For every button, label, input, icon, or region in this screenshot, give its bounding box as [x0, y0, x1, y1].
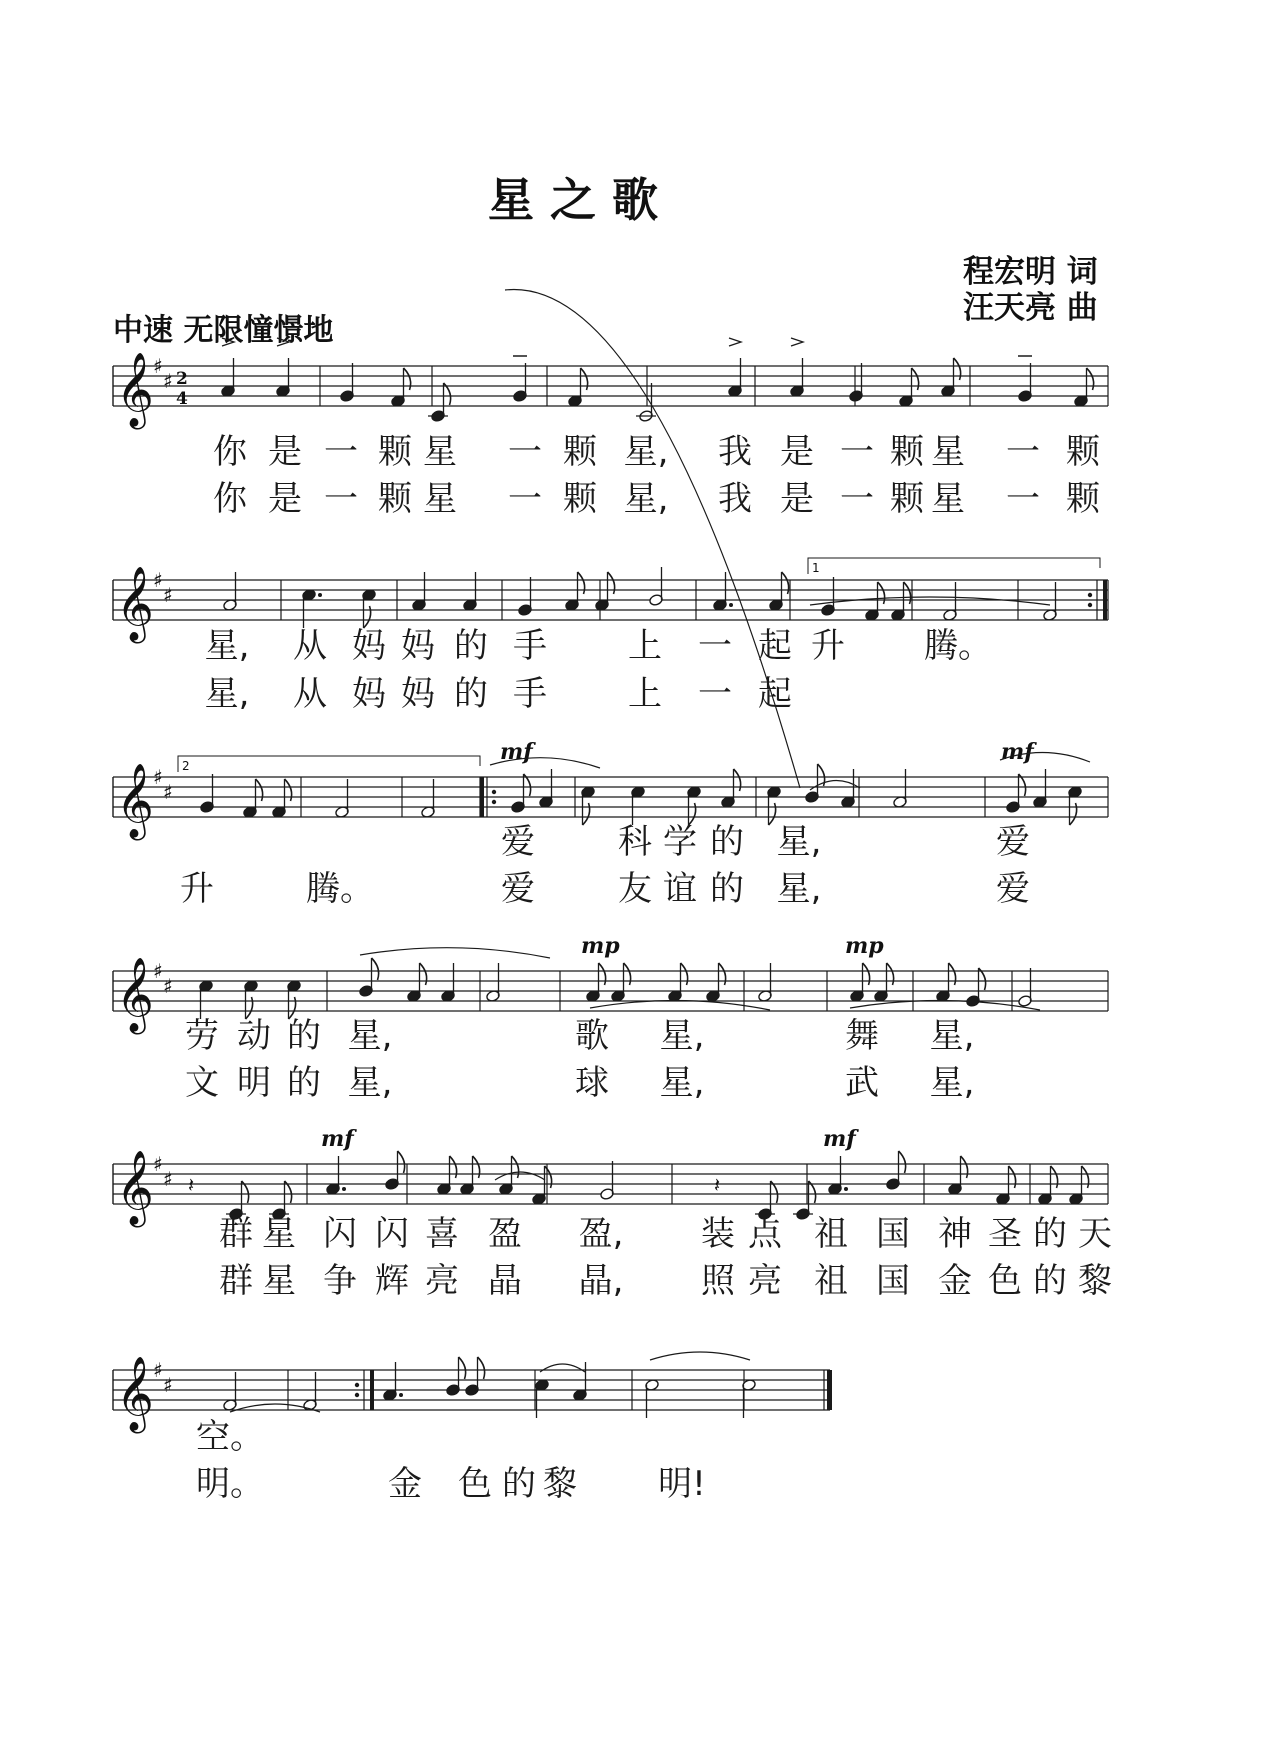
- lyric-syllable: 一: [324, 432, 358, 472]
- lyric-syllable: 上: [628, 674, 662, 714]
- lyric-syllable: 星,: [623, 479, 669, 519]
- lyric-syllable: 的: [1033, 1261, 1067, 1301]
- note-flag: [863, 963, 870, 985]
- sharp-icon: ♯: [153, 765, 163, 789]
- repeat-end-thick: [1103, 580, 1107, 620]
- lyric-syllable: 群: [219, 1261, 253, 1301]
- note-flag: [624, 963, 631, 985]
- treble-clef-icon: 𝄞: [116, 1357, 154, 1431]
- note-flag: [887, 963, 894, 985]
- lyric-syllable: 是: [268, 479, 302, 519]
- volta-label: 1: [812, 561, 820, 575]
- lyric-syllable: 一: [698, 674, 732, 714]
- lyric-syllable: 盈: [488, 1214, 522, 1254]
- lyric-syllable: 黎: [1078, 1261, 1112, 1301]
- lyric-syllable: 色: [458, 1464, 492, 1504]
- lyric-syllable: 辉: [375, 1261, 409, 1301]
- lyric-syllable: 颗: [563, 432, 597, 472]
- repeat-dot: [492, 790, 496, 794]
- note-flag: [1082, 1166, 1089, 1188]
- slur: [540, 1364, 585, 1372]
- lyric-syllable: 舞: [845, 1016, 879, 1056]
- lyric-syllable: 星,: [204, 674, 250, 714]
- dynamic-marking: mf: [321, 1126, 354, 1152]
- song-title: 星 之 歌: [488, 173, 659, 227]
- note-flag: [372, 958, 379, 980]
- lyric-syllable: 手: [513, 626, 547, 666]
- lyric-syllable: 的: [710, 822, 744, 862]
- lyric-syllable: 的: [454, 674, 488, 714]
- lyric-syllable: 爱: [996, 869, 1030, 909]
- time-signature-top: 2: [176, 369, 188, 389]
- lyric-syllable: 是: [780, 432, 814, 472]
- lyric-syllable: 明!: [658, 1464, 706, 1504]
- lyric-syllable: 起: [758, 626, 792, 666]
- note-flag: [912, 368, 919, 390]
- lyric-syllable: 星: [931, 479, 965, 519]
- sharp-icon: ♯: [163, 1167, 173, 1191]
- lyric-syllable: 金: [938, 1261, 972, 1301]
- lyric-syllable: 星,: [776, 869, 822, 909]
- lyric-syllable: 颗: [378, 479, 412, 519]
- slur: [495, 1172, 545, 1180]
- lyric-syllable: 国: [876, 1261, 910, 1301]
- sharp-icon: ♯: [163, 583, 173, 607]
- staff-system: [113, 1126, 1108, 1228]
- lyric-syllable: 点: [748, 1214, 782, 1254]
- lyric-syllable: 国: [876, 1214, 910, 1254]
- lyric-syllable: 一: [840, 432, 874, 472]
- lyric-syllable: 文: [185, 1063, 219, 1103]
- note-flag: [961, 1156, 968, 1178]
- lyric-syllable: 一: [324, 479, 358, 519]
- lyric-syllable: 装: [701, 1214, 735, 1254]
- repeat-dot: [1088, 603, 1092, 607]
- repeat-dot: [355, 1393, 359, 1397]
- time-signature-bottom: 4: [176, 389, 188, 409]
- sharp-icon: ♯: [153, 1358, 163, 1382]
- lyric-syllable: 妈: [352, 674, 386, 714]
- treble-clef-icon: 𝄞: [116, 567, 154, 641]
- note-flag: [904, 582, 911, 604]
- lyric-syllable: 明。: [196, 1464, 264, 1504]
- note-flag: [1051, 1166, 1058, 1188]
- lyric-syllable: 的: [454, 626, 488, 666]
- lyric-syllable: 腾。: [306, 869, 374, 909]
- lyric-syllable: 星: [423, 479, 457, 519]
- slur: [360, 948, 550, 958]
- lyric-syllable: 从: [293, 674, 327, 714]
- lyric-syllable: 友: [618, 869, 652, 909]
- lyric-syllable: 劳: [185, 1016, 219, 1056]
- note-flag: [512, 1156, 519, 1178]
- lyric-syllable: 腾。: [924, 626, 992, 666]
- accent-mark: [791, 338, 803, 346]
- lyric-syllable: 从: [293, 626, 327, 666]
- lyric-syllable: 你: [213, 432, 247, 472]
- lyric-syllable: 色: [988, 1261, 1022, 1301]
- note-flag: [404, 368, 411, 390]
- sharp-icon: ♯: [153, 959, 163, 983]
- augmentation-dot: [399, 1393, 403, 1397]
- dynamic-marking: mf: [500, 739, 533, 765]
- lyric-syllable: 黎: [543, 1464, 577, 1504]
- lyric-syllable: 是: [268, 432, 302, 472]
- composer-credit: 汪天亮 曲: [963, 290, 1098, 326]
- quarter-rest-icon: 𝄽: [188, 1173, 195, 1197]
- note-flag: [954, 358, 961, 380]
- lyric-syllable: 祖: [814, 1261, 848, 1301]
- lyric-syllable: 的: [287, 1063, 321, 1103]
- lyric-syllable: 我: [718, 479, 752, 519]
- lyric-syllable: 一: [1006, 479, 1040, 519]
- lyric-syllable: 星: [423, 432, 457, 472]
- lyric-syllable: 是: [780, 479, 814, 519]
- note-flag: [719, 963, 726, 985]
- note-flag: [581, 368, 588, 390]
- lyric-syllable: 亮: [748, 1261, 782, 1301]
- note-flag: [769, 803, 776, 825]
- note-flag: [899, 1151, 906, 1173]
- lyric-syllable: 颗: [890, 432, 924, 472]
- lyric-syllable: 爱: [996, 822, 1030, 862]
- lyric-syllable: 明: [237, 1063, 271, 1103]
- lyric-syllable: 星: [931, 432, 965, 472]
- note-flag: [420, 963, 427, 985]
- lyric-syllable: 亮: [425, 1261, 459, 1301]
- lyric-syllable: 武: [845, 1063, 879, 1103]
- lyric-syllable: 星,: [776, 822, 822, 862]
- slur: [650, 1352, 750, 1360]
- lyric-syllable: 群: [219, 1214, 253, 1254]
- lyric-syllable: 天: [1078, 1214, 1112, 1254]
- repeat-start-thick: [480, 777, 484, 817]
- volta-bracket: [808, 558, 1100, 574]
- lyric-syllable: 闪: [323, 1214, 357, 1254]
- dynamic-marking: mf: [823, 1126, 856, 1152]
- repeat-end-thick: [370, 1370, 374, 1410]
- note-flag: [545, 1166, 552, 1188]
- treble-clef-icon: 𝄞: [116, 958, 154, 1032]
- note-flag: [1009, 1166, 1016, 1188]
- lyric-syllable: 上: [628, 626, 662, 666]
- note-flag: [583, 803, 590, 825]
- sharp-icon: ♯: [163, 1373, 173, 1397]
- treble-clef-icon: 𝄞: [116, 1151, 154, 1225]
- lyric-syllable: 动: [237, 1016, 271, 1056]
- quarter-rest-icon: 𝄽: [714, 1173, 721, 1197]
- augmentation-dot: [729, 603, 733, 607]
- lyric-syllable: 颗: [890, 479, 924, 519]
- lyric-syllable: 圣: [988, 1214, 1022, 1254]
- lyric-syllable: 一: [508, 432, 542, 472]
- dynamic-marking: mp: [581, 933, 620, 959]
- lyric-syllable: 晶: [488, 1261, 522, 1301]
- lyric-syllable: 照: [701, 1261, 735, 1301]
- sharp-icon: ♯: [163, 974, 173, 998]
- lyric-syllable: 星: [262, 1261, 296, 1301]
- note-flag: [949, 963, 956, 985]
- lyric-syllable: 星,: [347, 1016, 393, 1056]
- note-flag: [578, 572, 585, 594]
- lyric-syllable: 一: [508, 479, 542, 519]
- lyric-syllable: 升: [180, 869, 214, 909]
- slur: [810, 597, 1050, 605]
- lyric-syllable: 谊: [663, 869, 697, 909]
- lyric-syllable: 空。: [196, 1417, 264, 1457]
- note-flag: [1070, 803, 1077, 825]
- lyric-syllable: 妈: [401, 674, 435, 714]
- lyric-syllable: 颗: [1066, 479, 1100, 519]
- lyric-syllable: 一: [698, 626, 732, 666]
- sharp-icon: ♯: [153, 354, 163, 378]
- lyric-syllable: 金: [388, 1464, 422, 1504]
- final-barline: [827, 1370, 832, 1410]
- note-flag: [459, 1357, 466, 1379]
- lyrics-layer: [180, 432, 1112, 1504]
- augmentation-dot: [342, 1187, 346, 1191]
- lyric-syllable: 喜: [425, 1214, 459, 1254]
- volta-bracket: [178, 756, 480, 772]
- lyric-syllable: 星,: [929, 1063, 975, 1103]
- lyric-syllable: 星: [262, 1214, 296, 1254]
- augmentation-dot: [318, 593, 322, 597]
- repeat-dot: [1088, 593, 1092, 597]
- lyric-syllable: 爱: [501, 869, 535, 909]
- note-flag: [878, 582, 885, 604]
- lyric-syllable: 星,: [929, 1016, 975, 1056]
- note-flag: [681, 963, 688, 985]
- lyric-syllable: 祖: [814, 1214, 848, 1254]
- lyric-syllable: 晶,: [578, 1261, 624, 1301]
- volta-label: 2: [182, 759, 190, 773]
- lyric-syllable: 科: [618, 822, 652, 862]
- lyric-syllable: 星,: [204, 626, 250, 666]
- note-flag: [285, 779, 292, 801]
- dynamic-marking: mp: [845, 933, 884, 959]
- repeat-dot: [355, 1383, 359, 1387]
- accent-mark: [729, 338, 741, 346]
- note-flag: [473, 1156, 480, 1178]
- lyric-syllable: 起: [758, 674, 792, 714]
- lyric-syllable: 星,: [659, 1063, 705, 1103]
- note-flag: [256, 779, 263, 801]
- lyric-syllable: 颗: [1066, 432, 1100, 472]
- lyric-syllable: 争: [323, 1261, 357, 1301]
- note-flag: [1087, 368, 1094, 390]
- lyric-syllable: 手: [513, 674, 547, 714]
- lyric-syllable: 神: [938, 1214, 972, 1254]
- lyric-syllable: 一: [840, 479, 874, 519]
- lyric-syllable: 星,: [623, 432, 669, 472]
- sharp-icon: ♯: [163, 369, 173, 393]
- lyric-syllable: 的: [710, 869, 744, 909]
- lyric-syllable: 我: [718, 432, 752, 472]
- lyric-syllable: 星,: [347, 1063, 393, 1103]
- lyric-syllable: 妈: [352, 626, 386, 666]
- note-flag: [450, 1156, 457, 1178]
- tempo-marking: 中速 无限憧憬地: [113, 313, 334, 348]
- lyric-syllable: 学: [663, 822, 697, 862]
- lyric-syllable: 的: [1033, 1214, 1067, 1254]
- note-flag: [478, 1357, 485, 1379]
- lyric-syllable: 闪: [375, 1214, 409, 1254]
- sharp-icon: ♯: [153, 568, 163, 592]
- note-flag: [599, 963, 606, 985]
- augmentation-dot: [844, 1187, 848, 1191]
- treble-clef-icon: 𝄞: [116, 764, 154, 838]
- note-flag: [782, 572, 789, 594]
- sharp-icon: ♯: [163, 780, 173, 804]
- slur: [590, 1000, 770, 1010]
- lyric-syllable: 歌: [575, 1016, 609, 1056]
- lyric-syllable: 爱: [501, 822, 535, 862]
- note-flag: [398, 1151, 405, 1173]
- repeat-dot: [492, 800, 496, 804]
- note-flag: [364, 606, 371, 628]
- lyricist-credit: 程宏明 词: [963, 254, 1098, 290]
- lyric-syllable: 盈,: [578, 1214, 624, 1254]
- lyric-syllable: 升: [811, 626, 845, 666]
- lyric-syllable: 星,: [659, 1016, 705, 1056]
- lyric-syllable: 球: [575, 1063, 609, 1103]
- note-flag: [734, 769, 741, 791]
- sharp-icon: ♯: [153, 1152, 163, 1176]
- lyric-syllable: 你: [213, 479, 247, 519]
- lyric-syllable: 的: [287, 1016, 321, 1056]
- note-flag: [608, 572, 615, 594]
- lyric-syllable: 颗: [378, 432, 412, 472]
- dynamic-marking: mf: [1001, 739, 1034, 765]
- lyric-syllable: 一: [1006, 432, 1040, 472]
- lyric-syllable: 妈: [401, 626, 435, 666]
- treble-clef-icon: 𝄞: [116, 353, 154, 427]
- lyric-syllable: 的: [502, 1464, 536, 1504]
- lyric-syllable: 颗: [563, 479, 597, 519]
